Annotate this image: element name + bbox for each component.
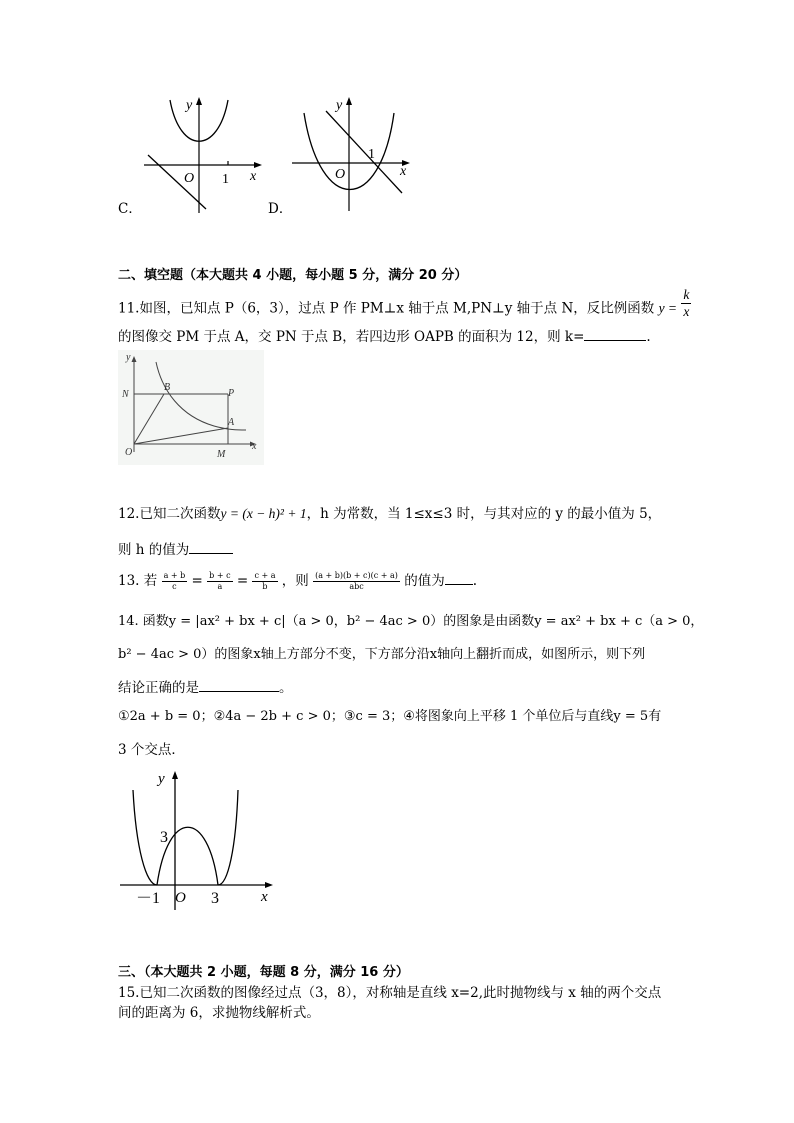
c-origin-label: O [184,171,195,186]
c-x-label: x [250,169,257,184]
q12-text-2: ，h 为常数，当 1≤x≤3 时，与其对应的 y 的最小值为 5， [306,506,662,522]
q13-f3-num: c + a [254,571,276,580]
q11-o-label: O [125,447,133,458]
q11-figure [118,350,264,465]
q13-fraction-1 [162,572,188,591]
q13-f1-num: a + b [163,571,186,580]
q13-f1-den: c [172,582,177,591]
q14-x-label: x [261,889,268,905]
q13-fraction-4 [313,572,400,591]
q14-line-5: 3 个交点． [118,742,185,758]
q13-fraction-2 [207,572,232,591]
q11-p-label: P [228,388,235,399]
q14-o-label: O [175,890,186,906]
q11-a-label: A [228,417,235,428]
q12-function: y = (x − h)² + 1 [220,506,307,521]
q11-m-label: M [217,449,226,460]
c-x-arrow [254,162,262,168]
option-d-label: D． [268,201,293,217]
q11-frac-den: x [683,303,690,319]
q14-answer-blank[interactable] [199,677,279,692]
section-2-title: 二、填空题（本大题共 4 小题，每小题 5 分，满分 20 分） [118,268,468,283]
q13-f4-den: abc [349,582,364,591]
q14-neg-one-label: －1 [136,890,161,907]
q14-three-top-label: 3 [160,829,168,846]
q11-line-1 [118,287,691,324]
q11-x-label: x [252,441,257,452]
q11-frac-num: k [683,287,690,302]
q15-line-1: 15.已知二次函数的图像经过点（3，8），对称轴是直线 x=2,此时抛物线与 x 轴的两个交点 [118,985,662,1001]
q11-fraction [681,288,691,318]
q12-answer-blank[interactable] [189,539,233,554]
q12-line-2 [118,539,233,560]
q11-text-2: 的图像交 PM 于点 A，交 PN 于点 B，若四边形 OAPB 的面积为 12，则 k= [118,329,585,345]
q13-f2-num: b + c [209,571,231,580]
q11-b-label: B [164,382,171,393]
c-y-arrow [196,97,202,105]
q13-line [118,572,477,591]
q14-left-branch [133,790,157,885]
c-line [148,155,206,209]
q14-line-2: b² − 4ac > 0）的图象x轴上方部分不变，下方部分沿x轴向上翻折而成，如图所示，则下列 [118,647,646,662]
q13-mid: ，则 [281,573,309,589]
q11-period: . [646,329,651,345]
section-3-title: 三、（本大题共 2 小题，每题 8 分，满分 16 分） [118,965,409,980]
c-one-label: 1 [222,172,229,187]
q13-suffix: 的值为 [404,573,445,589]
q13-f4-num: (a + b)(b + c)(c + a) [315,571,398,580]
q13-fraction-3 [252,572,277,591]
q14-y-label: y [158,771,165,787]
q13-answer-blank[interactable] [445,572,473,585]
option-d-graph [290,95,415,215]
q14-x-arrow [265,882,273,888]
q13-f3-den: b [262,582,268,591]
q14-line-1: 14. 函数y = |ax² + bx + c|（a > 0，b² − 4ac > 0）的图象是由函数y = ax² + bx + c（a > 0， [118,614,704,629]
option-c-graph [140,95,265,215]
q14-line-3 [118,677,293,698]
q11-n-label: N [122,389,129,400]
q13-end: . [472,573,478,589]
q11-line-2 [118,326,651,347]
d-y-label: y [336,98,343,113]
q14-line-4: ①2a + b = 0；②4a − 2b + c > 0；③c = 3；④将图象向上平移 1 个单位后与直线y = 5有 [118,709,662,724]
q11-function: y = [658,300,678,316]
q11-answer-blank[interactable] [584,326,646,341]
d-y-arrow [346,97,352,105]
q13-eq-1: = [191,573,203,589]
option-c-label: C． [118,201,142,217]
q13-eq-2: = [236,573,249,589]
q12-text-3: 则 h 的值为 [118,542,190,558]
q13-f2-den: a [217,582,223,591]
d-one-label: 1 [368,147,375,162]
q14-three-x-label: 3 [211,890,219,907]
q11-text-1: 11.如图，已知点 P（6，3），过点 P 作 PM⊥x 轴于点 M,PN⊥y 轴于点 N，反比例函数 [118,300,655,317]
q12-text-1: 12.已知二次函数 [118,506,221,522]
q13-prefix: 13. 若 [118,573,158,589]
d-x-label: x [400,164,407,179]
q12-line-1 [118,504,661,524]
c-y-label: y [186,98,193,113]
q14-right-branch [218,790,238,885]
q15-line-2: 间的距离为 6，求抛物线解析式。 [118,1005,320,1021]
q14-figure [118,768,283,913]
q14-y-arrow [172,771,178,779]
q14-end: 。 [279,680,293,696]
q11-y-label: y [126,352,131,363]
q14-text-3: 结论正确的是 [118,680,199,696]
d-origin-label: O [335,167,346,182]
